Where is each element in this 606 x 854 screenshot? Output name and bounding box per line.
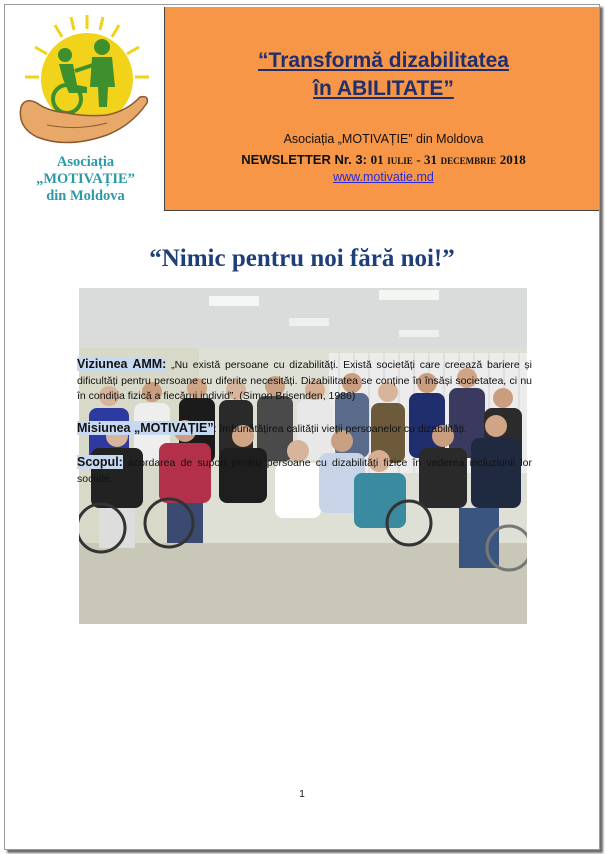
website-link[interactable]: www.motivatie.md [333,170,434,184]
logo [7,7,164,211]
newsletter-issue [165,152,600,168]
month-start: iulie [387,152,413,167]
logo-text [7,154,164,205]
mission-paragraph [77,421,532,438]
scope-label: Scopul: [77,455,123,469]
logo-line-1: Asociația [56,154,115,170]
association-name: Asociația „MOTIVAȚIE” din Moldova [283,132,484,146]
logo-line-2: „MOTIVAȚIE” [36,171,135,187]
title-line-2: în ABILITATE” [313,77,454,100]
motto-heading: “Nimic pentru noi fără noi!” [149,245,455,272]
logo-emblem-icon [7,7,164,152]
header-banner [164,7,600,211]
page-number: 1 [299,789,305,800]
vision-label: Viziunea AMM: [77,357,167,371]
month-end: decembrie [440,152,497,167]
scope-text: acordarea de suport pentru persoane cu dizabilități fizice în vederea incluziunii lor sociale. [77,457,532,485]
document-page [4,4,600,850]
newsletter-label: NEWSLETTER Nr. 3: [241,152,367,167]
vision-paragraph [77,357,532,405]
year: 2018 [499,152,526,167]
vision-text: „Nu există persoane cu dizabilități. Există societăți care creează bariere și dificultăți pentru persoane cu diferite necesități. Dizabilitatea se conține în însăși societatea, ci nu în condiția fizică a fiecărui individ”. (Simon Brisenden, 1986) [77,359,532,402]
date-start: 01 [370,152,384,167]
mission-text: : îmbunătățirea calității vieții persoanelor cu dizabilități. [213,423,467,435]
mission-label: Misiunea „MOTIVAȚIE” [77,421,214,435]
logo-line-3: din Moldova [46,188,125,204]
title-line-1: “Transformă dizabilitatea [258,49,509,72]
scope-paragraph [77,455,532,487]
date-end: - 31 [416,152,437,167]
